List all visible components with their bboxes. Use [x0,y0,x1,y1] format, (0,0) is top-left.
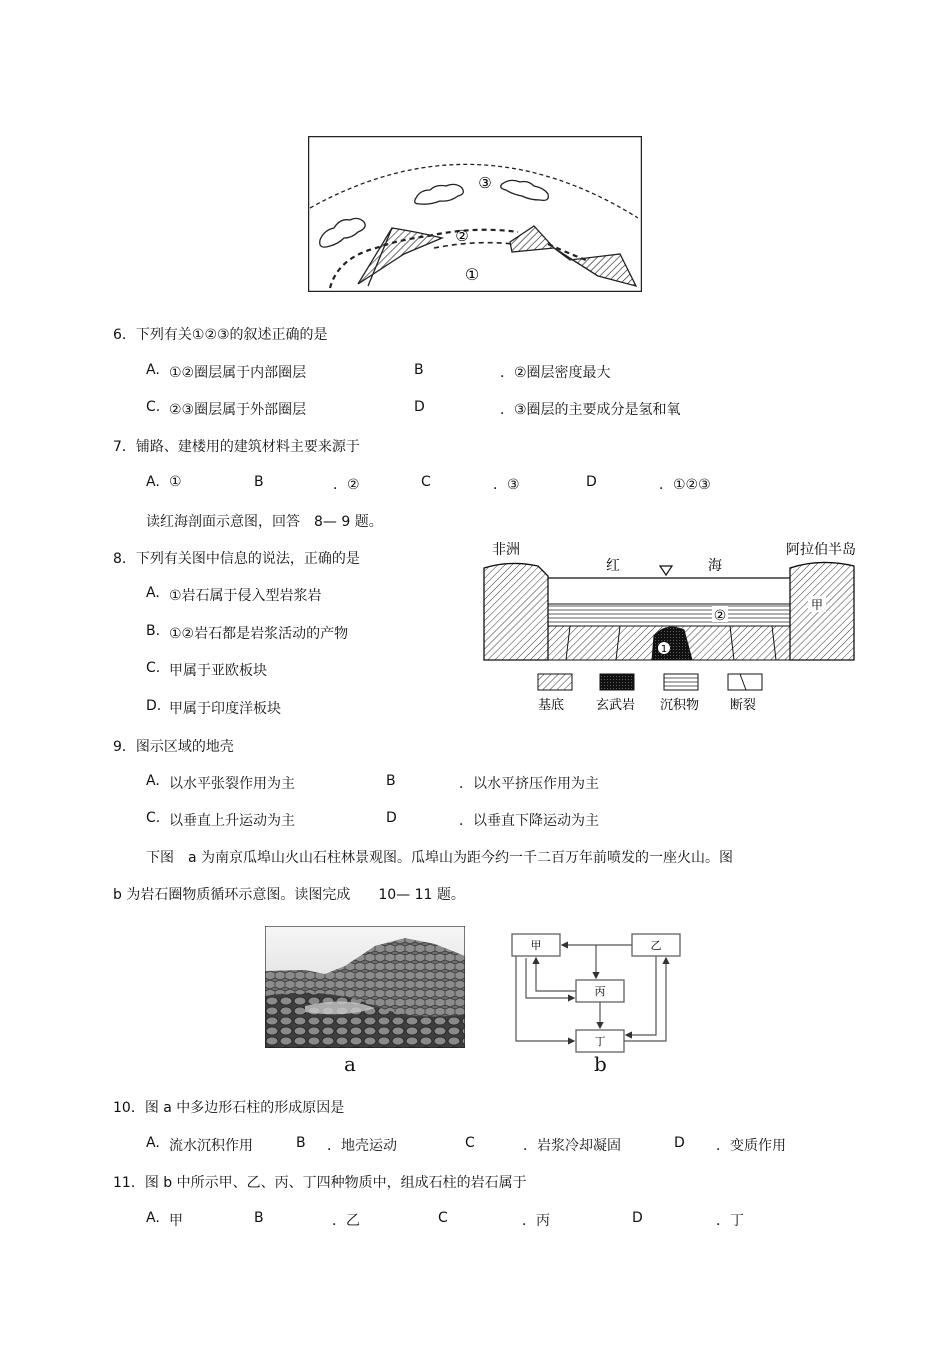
figure-b-label: b [594,1052,607,1076]
q11-option-c-letter[interactable]: C [438,1210,448,1226]
q9-option-a-letter[interactable]: A. [146,773,160,789]
q7-option-a-letter[interactable]: A. [146,474,160,490]
q10-option-c-text: ．岩浆冷却凝固 [523,1138,621,1154]
q6-option-b-text: ．②圈层密度最大 [500,365,611,381]
question-11-stem: 11．图 b 中所示甲、乙、丙、丁四种物质中，组成石柱的岩石属于 [113,1175,527,1191]
arrow-jia-to-bing [526,958,574,998]
legend-label-sediment: 沉积物 [660,698,700,713]
q9-option-c-letter[interactable]: C. [146,810,161,826]
q9-option-b-letter[interactable]: B [386,773,396,789]
label-sea-char-1: 红 [606,558,620,574]
q9-option-d-text: ．以垂直下降运动为主 [459,813,599,829]
q7-option-b-text: ．② [333,477,360,493]
q7-option-c-text: ．③ [493,477,520,493]
question-7-stem: 7．铺路、建楼用的建筑材料主要来源于 [113,439,360,455]
arrow-bing-to-jia [536,958,576,991]
q10-option-d-text: ．变质作用 [716,1138,786,1154]
q9-option-b-text: ．以水平挤压作用为主 [459,776,599,792]
earth-spheres-figure [308,136,642,292]
box-jia-label: 甲 [530,939,542,952]
q11-option-d-letter[interactable]: D [632,1210,643,1226]
q9-option-a-text: 以水平张裂作用为主 [169,776,295,792]
intro-questions-10-11-line-2: b 为岩石圈物质循环示意图。读图完成 10— 11 题。 [113,887,465,903]
legend-basement-swatch [538,674,572,690]
intro-questions-10-11-line-1: 下图 a 为南京瓜埠山火山石柱林景观图。瓜埠山为距今约一千二百万年前喷发的一座火山。图 [146,850,734,866]
label-sea-char-2: 海 [708,558,722,574]
q7-option-d-text: ．①②③ [659,477,711,493]
q6-option-d-letter[interactable]: D [414,399,425,415]
q9-option-c-text: 以垂直上升运动为主 [169,813,295,829]
label-sphere-2: ② [455,227,469,245]
q6-option-b-letter[interactable]: B [414,362,424,378]
red-sea-cross-section [480,540,860,715]
figure-a-label: a [344,1052,356,1076]
q10-option-d-letter[interactable]: D [674,1135,685,1151]
sediment-layer [548,604,790,626]
q11-option-b-letter[interactable]: B [254,1210,264,1226]
q7-option-a-text: ① [169,474,182,490]
q6-option-a-text: ①②圈层属于内部圈层 [169,365,307,381]
q10-option-b-letter[interactable]: B [296,1135,306,1151]
label-africa: 非洲 [492,542,520,558]
marker-jia: 甲 [810,598,824,612]
q11-option-d-text: ．丁 [716,1213,744,1229]
q6-option-c-text: ②③圈层属于外部圈层 [169,402,307,418]
q8-option-d-text: 甲属于印度洋板块 [169,701,281,717]
q7-option-b-letter[interactable]: B [254,474,264,490]
q9-option-d-letter[interactable]: D [386,810,397,826]
question-9-stem: 9．图示区域的地壳 [113,739,234,755]
question-6-stem: 6．下列有关①②③的叙述正确的是 [113,327,328,343]
q7-option-d-letter[interactable]: D [586,474,597,490]
legend-label-fault: 断裂 [730,698,757,713]
q11-option-a-letter[interactable]: A. [146,1210,160,1226]
box-yi-label: 乙 [650,939,662,952]
q10-option-b-text: ．地壳运动 [327,1138,397,1154]
q8-option-c-text: 甲属于亚欧板块 [169,663,267,679]
figure-b-rock-cycle-diagram [506,928,692,1054]
q8-option-b-text: ①②岩石都是岩浆活动的产物 [169,626,349,642]
q11-option-b-text: ．乙 [332,1213,360,1229]
q10-option-c-letter[interactable]: C [465,1135,475,1151]
arrow-yi-to-ding [626,956,656,1035]
marker-1: 1 [660,644,668,655]
q11-option-a-text: 甲 [169,1213,183,1229]
intro-questions-8-9: 读红海剖面示意图，回答 8— 9 题。 [146,514,383,530]
q8-option-a-text: ①岩石属于侵入型岩浆岩 [169,588,322,604]
sea-level-marker-icon [660,566,672,575]
q6-option-c-letter[interactable]: C. [146,399,161,415]
marker-2: ② [713,608,727,624]
q8-option-b-letter[interactable]: B. [146,623,161,639]
label-sphere-1: ① [464,265,480,284]
box-bing-label: 丙 [594,985,606,998]
african-plate-block [484,563,548,660]
q11-option-c-text: ．丙 [522,1213,550,1229]
question-10-stem: 10．图 a 中多边形石柱的形成原因是 [113,1100,345,1116]
q8-option-c-letter[interactable]: C. [146,660,161,676]
legend-basalt-swatch [600,674,634,690]
q6-option-a-letter[interactable]: A. [146,362,160,378]
legend-sediment-swatch [664,674,698,690]
label-arabian-peninsula: 阿拉伯半岛 [786,542,856,558]
label-sphere-3: ③ [478,174,492,192]
q7-option-c-letter[interactable]: C [421,474,431,490]
q8-option-a-letter[interactable]: A. [146,585,160,601]
q10-option-a-letter[interactable]: A. [146,1135,160,1151]
q8-option-d-letter[interactable]: D. [146,698,162,714]
box-ding-label: 丁 [594,1035,606,1048]
question-8-stem: 8．下列有关图中信息的说法，正确的是 [113,551,360,567]
figure-a-basalt-columns-photo [265,926,465,1048]
arrow-ding-to-yi [624,958,666,1041]
q10-option-a-text: 流水沉积作用 [169,1138,253,1154]
legend-label-basalt: 玄武岩 [596,698,636,713]
legend-label-basement: 基底 [538,698,565,713]
q6-option-d-text: ．③圈层的主要成分是氢和氧 [500,402,681,418]
